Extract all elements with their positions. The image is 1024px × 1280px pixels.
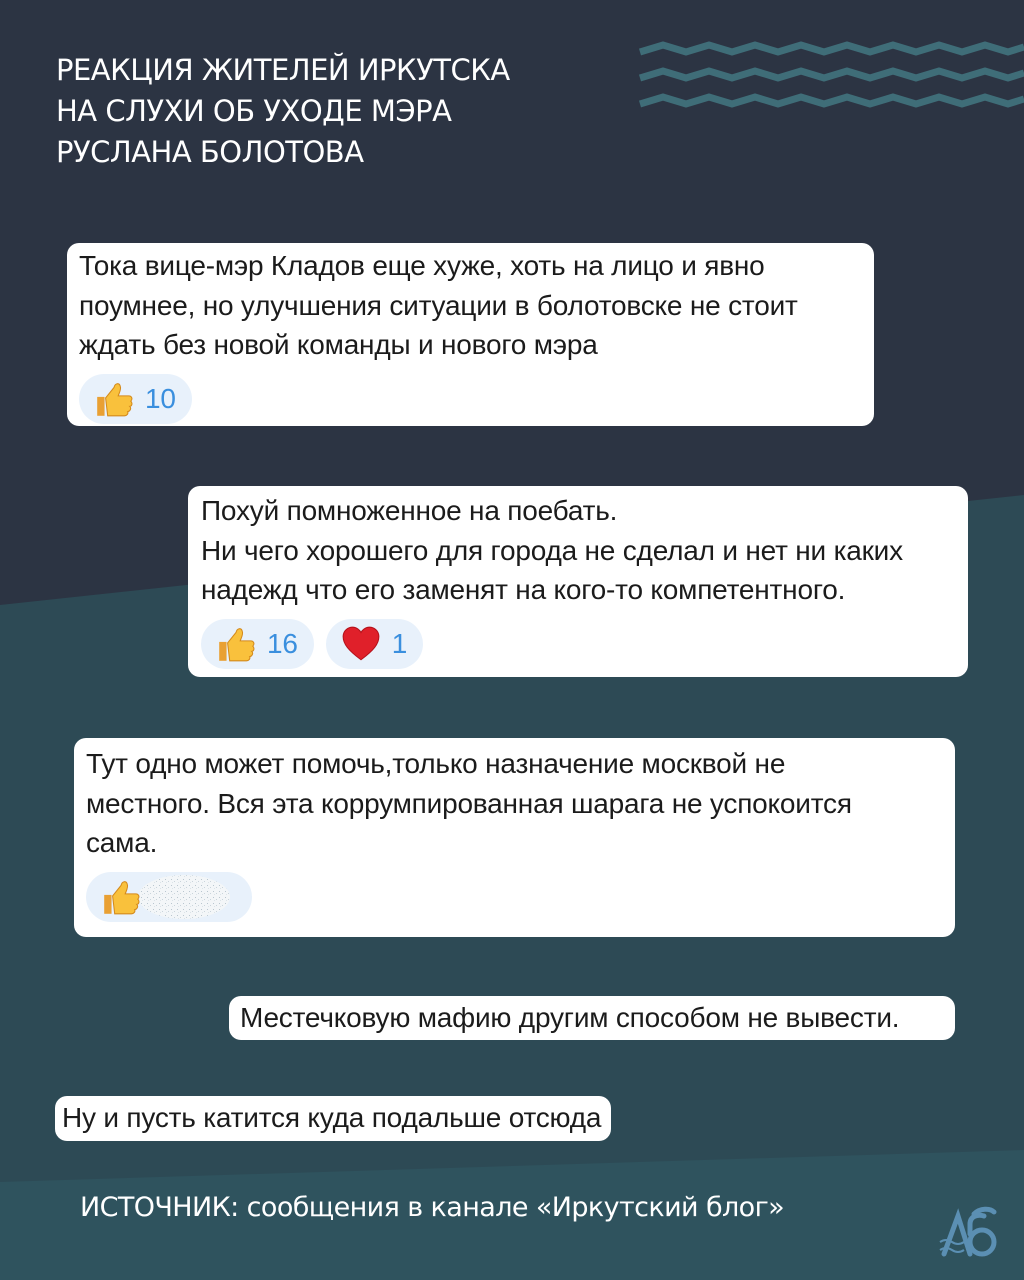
comment-bubble bbox=[229, 996, 955, 1040]
comment-text bbox=[201, 491, 956, 610]
comment-bubble bbox=[74, 738, 955, 937]
comment-line: Местечковую мафию другим способом не вывести. bbox=[240, 1002, 900, 1033]
comment-line: надежд что его заменят на кого-то компетентного. bbox=[201, 574, 846, 605]
reactions bbox=[79, 374, 862, 424]
comment-line: Ни чего хорошего для города не сделал и нет ни каких bbox=[201, 534, 903, 566]
comment-text bbox=[79, 246, 862, 365]
comment-bubble bbox=[188, 486, 968, 677]
reactions bbox=[201, 619, 956, 669]
page-title bbox=[56, 50, 510, 173]
reaction-thumbs-up[interactable] bbox=[86, 872, 252, 922]
wave-decoration bbox=[636, 38, 1024, 118]
source-caption: ИСТОЧНИК: сообщения в канале «Иркутский блог» bbox=[80, 1192, 785, 1223]
comment-bubble bbox=[55, 1096, 611, 1141]
thumbs-up-icon bbox=[93, 378, 135, 420]
heart-icon bbox=[340, 623, 382, 665]
title-line: РУСЛАНА БОЛОТОВА bbox=[56, 135, 364, 169]
comment-line: Ну и пусть катится куда подальше отсюда bbox=[62, 1102, 602, 1133]
redacted-count-blur bbox=[140, 872, 236, 922]
comment-line: Тут одно может помочь,только назначение москвой не bbox=[86, 748, 786, 779]
comment-line: Похуй помноженное на поебать. bbox=[201, 495, 618, 526]
comment-line: ждать без новой команды и нового мэра bbox=[79, 329, 598, 360]
comment-line: сама. bbox=[86, 827, 158, 858]
reaction-thumbs-up[interactable] bbox=[79, 374, 192, 424]
comment-text bbox=[62, 1098, 605, 1138]
reaction-count: 16 bbox=[267, 627, 298, 659]
reaction-heart[interactable] bbox=[326, 619, 423, 669]
reactions bbox=[86, 872, 943, 922]
thumbs-up-icon bbox=[100, 876, 142, 918]
channel-logo-icon bbox=[934, 1194, 1004, 1264]
reaction-thumbs-up[interactable] bbox=[201, 619, 314, 669]
comment-bubble bbox=[67, 243, 874, 426]
title-line: РЕАКЦИЯ ЖИТЕЛЕЙ ИРКУТСКА bbox=[56, 53, 510, 87]
thumbs-up-icon bbox=[215, 623, 257, 665]
comment-line: поумнее, но улучшения ситуации в болотовске не стоит bbox=[79, 289, 798, 321]
comment-text bbox=[86, 744, 943, 863]
reaction-count: 1 bbox=[391, 627, 408, 659]
comment-line: местного. Вся эта коррумпированная шарага не успокоится bbox=[86, 787, 852, 819]
reaction-count: 10 bbox=[145, 382, 176, 414]
title-line: НА СЛУХИ ОБ УХОДЕ МЭРА bbox=[56, 94, 452, 128]
comment-text bbox=[240, 998, 943, 1038]
comment-line: Тока вице-мэр Кладов еще хуже, хоть на лицо и явно bbox=[79, 250, 765, 281]
